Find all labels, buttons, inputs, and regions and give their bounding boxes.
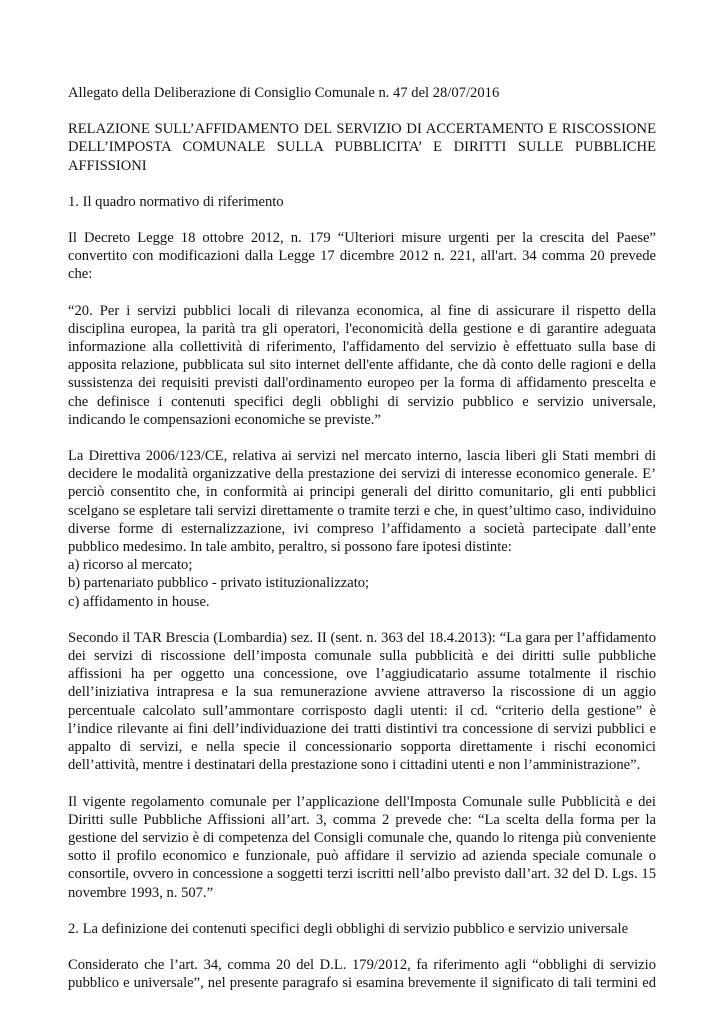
decreto-legge-paragraph: Il Decreto Legge 18 ottobre 2012, n. 179 “Ulteriori misure urgenti per la crescita del Paese” convertito con modificazioni dalla Legge 17 dicembre 2012 n. 221, all'art. 34 comma 20 prevede che:: [68, 230, 656, 283]
list-item: b) partenariato pubblico - privato istituzionalizzato;: [68, 575, 370, 592]
section-2-heading: 2. La definizione dei contenuti specifici degli obblighi di servizio pubblico e servizio universale: [68, 920, 629, 937]
section-1-heading: 1. Il quadro normativo di riferimento: [68, 193, 284, 210]
direttiva-paragraph: La Direttiva 2006/123/CE, relativa ai servizi nel mercato interno, lascia liberi gli Stati membri di decidere le modalità organizzative della prestazione dei servizi di interesse economico generale. E’ perciò consentito che, in conformità ai principi generali del diritto comunitario, gli enti pubblici scelgano se espletare tali servizi direttamente o tramite terzi e che, in quest’ultimo caso, individuino diverse forme di esternalizzazione, ivi compreso l’affidamento a società partecipate dall’ente pubblico medesimo. In tale ambito, peraltro, si possono fare ipotesi distinte:: [68, 448, 656, 556]
document-page: [68, 84, 656, 1010]
document-title: RELAZIONE SULL’AFFIDAMENTO DEL SERVIZIO DI ACCERTAMENTO E RISCOSSIONE DELL’IMPOSTA COMUNALE SULLA PUBBLICITA’ E DIRITTI SULLE PUBBLICHE AFFISSIONI: [68, 121, 656, 174]
art-34-quote: “20. Per i servizi pubblici locali di rilevanza economica, al fine di assicurare il rispetto della disciplina europea, la parità tra gli operatori, l'economicità della gestione e di garantire adeguata informazione alla collettività di riferimento, l'affidamento del servizio è effettuato sulla base di apposita relazione, pubblicata sul sito internet dell'ente affidante, che dà conto delle ragioni e della sussistenza dei requisiti previsti dall'ordinamento europeo per la forma di affidamento prescelta e che definisce i contenuti specifici degli obblighi di servizio pubblico e servizio universale, indicando le compensazioni economiche se previste.”: [68, 302, 656, 428]
allegato-line: Allegato della Deliberazione di Consiglio Comunale n. 47 del 28/07/2016: [68, 85, 500, 101]
obblighi-paragraph: Considerato che l’art. 34, comma 20 del D.L. 179/2012, fa riferimento agli “obblighi di servizio pubblico e universale”, nel presente paragrafo si esamina brevemente il significato di tali termini ed: [68, 956, 656, 992]
list-item: c) affidamento in house.: [68, 593, 210, 610]
tar-brescia-paragraph: Secondo il TAR Brescia (Lombardia) sez. II (sent. n. 363 del 18.4.2013): “La gara per l’affidamento dei servizi di riscossione dell’imposta comunale sulla pubblicità e dei diritti sulle pubbliche affissioni ha per oggetto una concessione, ove l’aggiudicatario assume totalmente il rischio dell’iniziativa intrapresa e la sua remunerazione avviene attraverso la riscossione di un aggio percentuale calcolato sull’ammontare corrisposto dagli utenti: il cd. “criterio della gestione” è l’indice rilevante ai fini dell’individuazione dei tratti distintivi tra concessione di servizi pubblici e appalto di servizi, e nella specie il concessionario sopporta direttamente i rischi economici dell’attività, mentre i destinatari della prestazione sono i cittadini utenti e non l’amministrazione”.: [68, 629, 656, 774]
affidamento-options-list: [68, 556, 656, 611]
list-item: a) ricorso al mercato;: [68, 557, 193, 574]
regolamento-paragraph: Il vigente regolamento comunale per l’applicazione dell'Imposta Comunale sulle Pubblicità e dei Diritti sulle Pubbliche Affissioni all’art. 3, comma 2 prevede che: “La scelta della forma per la gestione del servizio è di competenza del Consigli comunale che, quando lo ritenga più conveniente sotto il profilo economico e funzionale, può affidare il servizio ad azienda speciale comunale o consortile, ovvero in concessione a soggetti terzi iscritti nell’albo previsto dall’art. 32 del D. Lgs. 15 novembre 1993, n. 507.”: [68, 793, 656, 901]
